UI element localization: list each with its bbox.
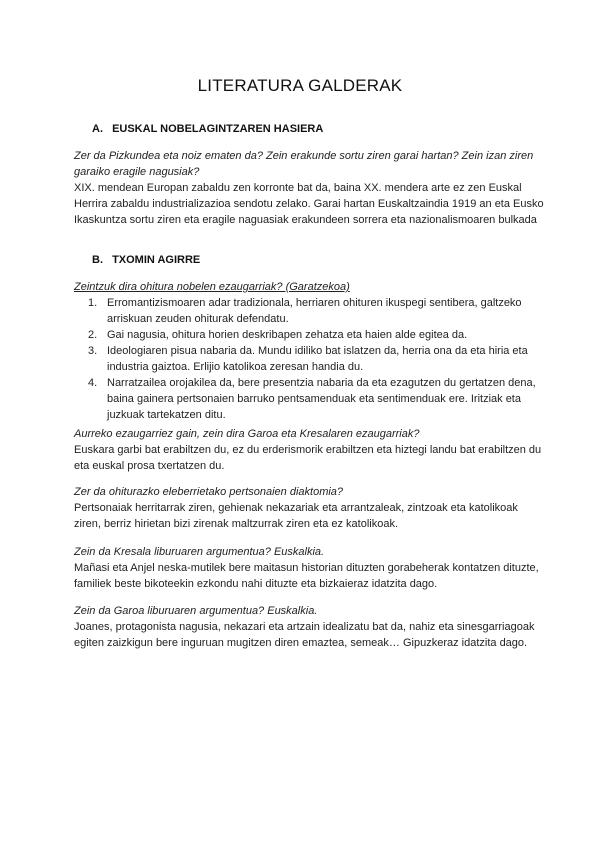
question-pizkundea: Zer da Pizkundea eta noiz ematen da? Zein erakunde sortu ziren garai hartan? Zein izan ziren garaiko eragile nagusiak? <box>74 150 534 178</box>
document-title: LITERATURA GALDERAK <box>197 76 403 95</box>
question-diaktomia: Zer da ohiturazko eleberrietako pertsonaien diaktomia? <box>74 486 344 498</box>
section-b-letter: B. <box>92 254 103 266</box>
answer-garoa-kresala: Euskara garbi bat erabiltzen du, ez du erderismorik erabiltzen eta hiztegi landu bat erabiltzen du eta euskal prosa txertatzen du. <box>74 444 542 472</box>
list-item <box>88 327 544 343</box>
answer-garoa: Joanes, protagonista nagusia, nekazari eta artzain idealizatu bat da, nahiz eta sinesgarriagoak egiten zaizkigun bere inguruan mugitzen diren emaztea, semeak… Gipuzkeraz idatzita dago. <box>74 621 535 649</box>
list-item-text: Gai nagusia, ohitura horien deskribapen zehatza eta haien alde egitea da. <box>107 329 468 341</box>
answer-kresala: Mañasi eta Anjel neska-mutilek bere maitasun historian dituzten gorabeherak kontatzen dituzte, familiek beste bikoteekin ezkondu nahi dituzte eta bizkaieraz idatzita dago. <box>74 562 539 590</box>
list-item-text: Ideologiaren pisua nabaria da. Mundu idiliko bat islatzen da, herria ona da eta hiria eta industria gaiztoa. Erlijio katolikoa zeresan handia du. <box>107 345 528 373</box>
question-kresala: Zein da Kresala liburuaren argumentua? Euskalkia. <box>74 546 325 558</box>
section-a-letter: A. <box>92 123 103 135</box>
question-ohitura-nobelak: Zeintzuk dira ohitura nobelen ezaugarriak? (Garatzekoa) <box>74 281 350 293</box>
question-garoa: Zein da Garoa liburuaren argumentua? Euskalkia. <box>74 605 318 617</box>
list-item <box>88 343 544 375</box>
list-item-text: Narratzailea orojakilea da, bere presentzia nabaria da eta ezagutzen du gertatzen dena, baina gainera pertsonaien barruko pentsamenduak eta sentimenduak ere. Iritziak eta juzkuak tartekatzen ditu. <box>107 377 536 421</box>
list-item-number: 4. <box>88 377 98 389</box>
list-item-text: Erromantizismoaren adar tradizionala, herriaren ohituren ikuspegi sentibera, galtzeko arriskuan zeuden ohiturak defendatu. <box>107 297 522 325</box>
section-b-heading <box>92 254 200 266</box>
list-item <box>88 295 544 327</box>
answer-diaktomia: Pertsonaiak herritarrak ziren, gehienak nekazariak eta arrantzaleak, zintzoak eta katolikoak ziren, berriz hirietan bizi zirenak maltzurrak ziren eta ez katolikoak. <box>74 502 518 530</box>
list-item <box>88 375 544 423</box>
list-item-number: 3. <box>88 345 98 357</box>
section-a-title: EUSKAL NOBELAGINTZAREN HASIERA <box>112 123 324 135</box>
section-b-title: TXOMIN AGIRRE <box>112 254 201 266</box>
characteristics-list <box>74 295 544 423</box>
list-item-number: 2. <box>88 329 98 341</box>
answer-pizkundea: XIX. mendean Europan zabaldu zen korronte bat da, baina XX. mendera arte ez zen Euskal Herrira zabaldu industrializazioa sendotu zelako. Garai hartan Euskaltzaindia 1919 an eta Eusko Ikaskuntza sortu ziren eta eragile naguasiak erakundeen sorrera eta nazionalismoaren bulkada <box>74 182 544 226</box>
section-a-heading <box>92 123 323 135</box>
list-item-number: 1. <box>88 297 98 309</box>
question-garoa-kresala: Aurreko ezaugarriez gain, zein dira Garoa eta Kresalaren ezaugarriak? <box>74 428 420 440</box>
